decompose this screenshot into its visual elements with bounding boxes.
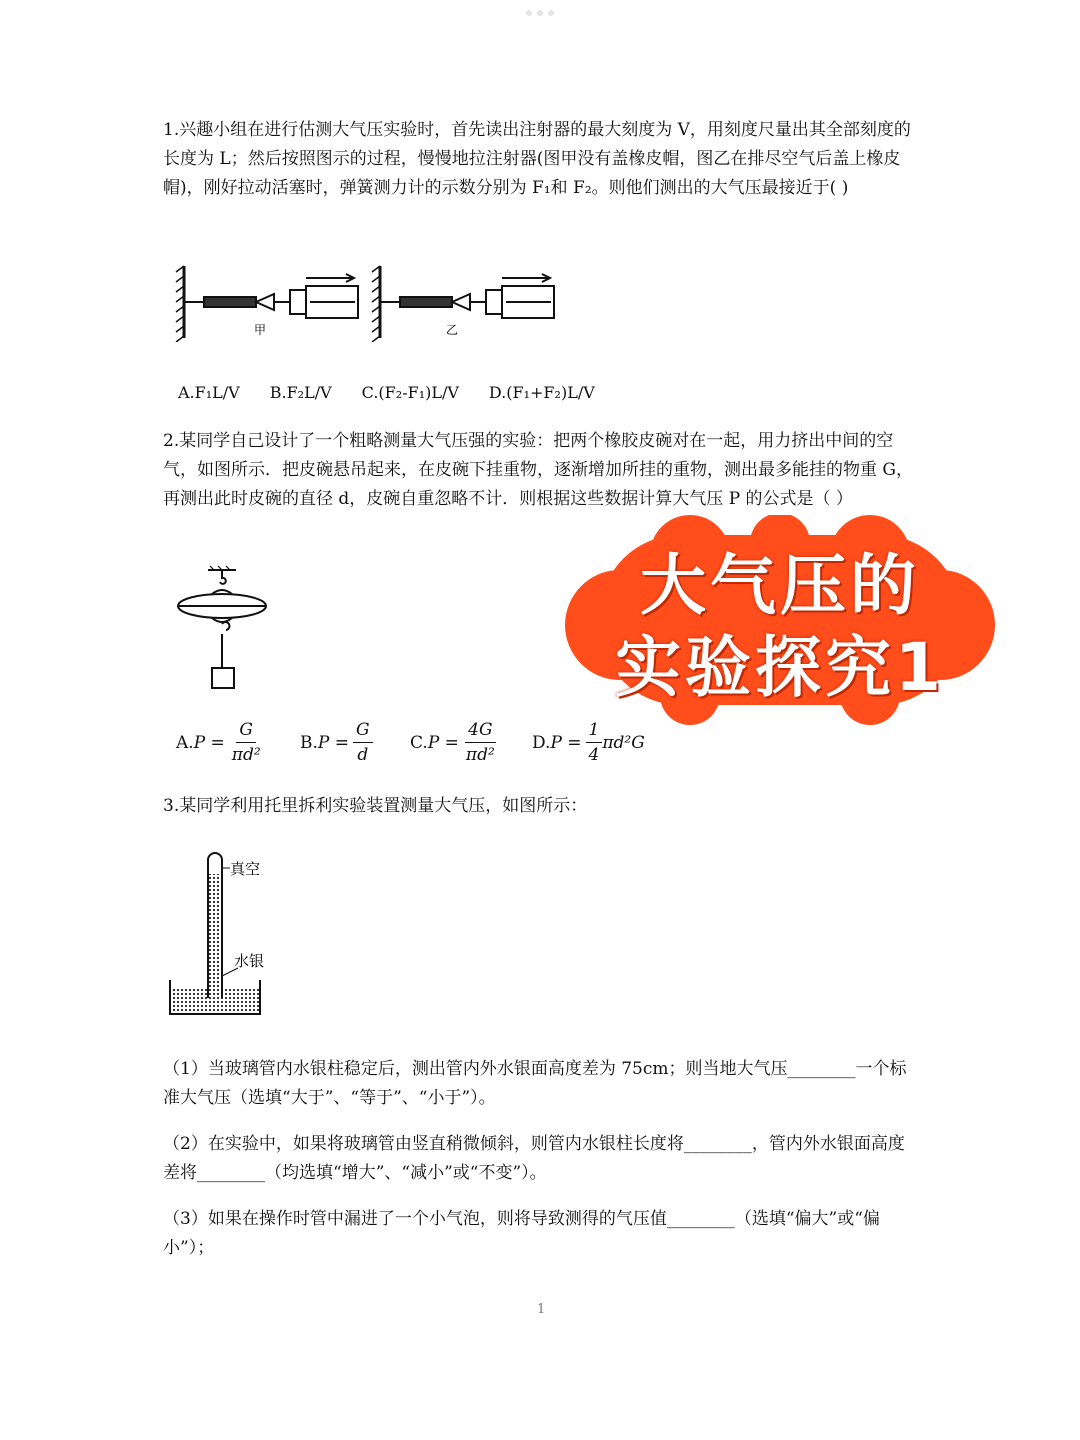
page-number: 1 [537,1302,546,1317]
q1-option-a: A.F₁L/V [178,383,240,402]
q1-option-c: C.(F₂-F₁)L/V [361,383,459,402]
q3-sub1: （1）当玻璃管内水银柱稳定后，测出管内外水银面高度差为 75cm；则当地大气压________一个标准大气压（选填“大于”、“等于”、“小于”）。 [163,1059,907,1108]
q3-sub2: （2）在实验中，如果将玻璃管由竖直稍微倾斜，则管内水银柱长度将________，管内外水银面高度差将________（均选填“增大”、“减小”或“不变”）。 [163,1134,905,1183]
sticker-line1: 大气压的 [640,547,920,624]
wall-b-icon [372,266,380,342]
syringe-a-icon [184,274,358,318]
q1-option-b: B.F₂L/V [269,383,332,402]
q1-option-d: D.(F₁+F₂)L/V [488,383,595,402]
q3-sub3: （3）如果在操作时管中漏进了一个小气泡，则将导致测得的气压值________（选填“偏大”或“偏小”）； [163,1209,880,1258]
q3-text: 3.某同学利用托里拆利实验装置测量大气压，如图所示： [163,796,588,816]
lower-hook-icon [222,622,229,630]
syringe-figure [170,262,570,342]
window-dots [526,10,554,16]
sticker-line2: 实验探究1 [615,629,945,706]
suction-cup-figure [172,564,272,692]
fig-label-a: 甲 [254,323,267,337]
q2-text: 2.某同学自己设计了一个粗略测量大气压强的实验：把两个橡胶皮碗对在一起，用力挤出中间的空气，如图所示．把皮碗悬吊起来，在皮碗下挂重物，逐渐增加所挂的重物，测出最多能挂的物重 G，再测出此时皮碗的直径 d，皮碗自重忽略不计．则根据这些数据计算大气压 P 的公式是（ ） [163,431,913,509]
torricelli-figure [168,848,288,1020]
q2-option-d: D. P = $\frac{1}{4}$ πd²G [532,720,645,765]
label-vacuum: 真空 [230,860,261,878]
syringe-b-icon [380,274,554,318]
title-sticker [560,515,1000,725]
q1-options [178,383,625,402]
upper-hook-icon [220,570,226,584]
q1-text: 1.兴趣小组在进行估测大气压实验时，首先读出注射器的最大刻度为 V，用刻度尺量出其全部刻度的长度为 L；然后按照图示的过程，慢慢地拉注射器(图甲没有盖橡皮帽，图乙在排尽空气后盖上橡皮帽)，刚好拉动活塞时，弹簧测力计的示数分别为 F₁和 F₂。则他们测出的大气压最接近于( ) [163,120,911,198]
fig-label-b: 乙 [446,323,459,337]
q2-option-c: C. P = $\frac{4G}{\text{πd²}}$ [410,720,495,765]
wall-a-icon [176,266,184,342]
label-mercury: 水银 [234,952,265,970]
weight-icon [212,668,234,688]
q2-option-a: A. P = $\frac{G}{\text{πd²}}$ [176,720,261,765]
q2-option-b: B. P = $\frac{G}{d}$ [300,718,373,767]
